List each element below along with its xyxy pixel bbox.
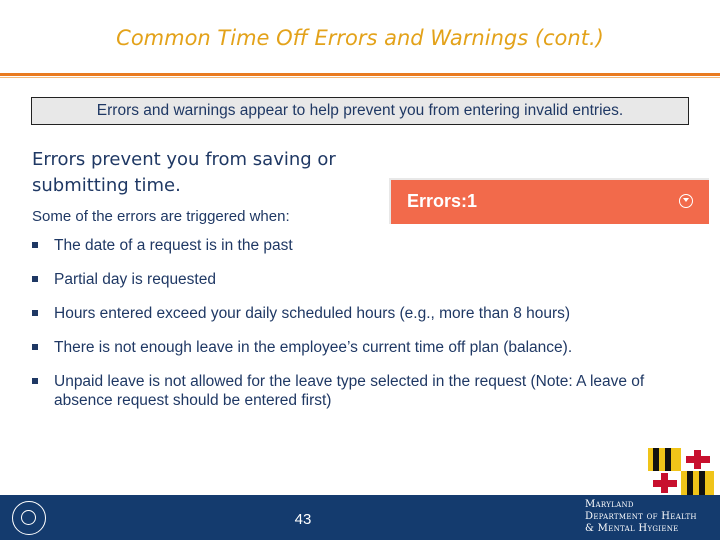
- org-name: [585, 499, 715, 535]
- maryland-flag-logo: [648, 448, 714, 495]
- org-name-line: Department of Health: [585, 511, 697, 522]
- bullet-square-icon: [32, 378, 38, 384]
- errors-heading: Errors prevent you from saving or submitting time.: [32, 149, 336, 196]
- list-item: [32, 304, 682, 323]
- seal-icon: [12, 501, 46, 535]
- bullet-square-icon: [32, 344, 38, 350]
- list-item: [32, 236, 682, 255]
- intro-callout: Errors and warnings appear to help prevent you from entering invalid entries.: [31, 97, 689, 125]
- title-divider: [0, 73, 720, 76]
- list-item-text: Unpaid leave is not allowed for the leave type selected in the request (Note: A leave of absence request should be entered first): [54, 373, 645, 409]
- org-name-line: & Mental Hygiene: [585, 523, 679, 534]
- errors-banner-screenshot: [389, 178, 709, 224]
- list-item: [32, 338, 682, 357]
- bullet-square-icon: [32, 242, 38, 248]
- list-item: [32, 372, 682, 410]
- slide-title: Common Time Off Errors and Warnings (cont.): [116, 26, 604, 50]
- title-divider-thin: [0, 77, 720, 78]
- error-trigger-list: [32, 236, 682, 425]
- page-number: 43: [294, 511, 312, 528]
- bullet-square-icon: [32, 276, 38, 282]
- footer-bar: [0, 495, 720, 540]
- list-item: [32, 270, 682, 289]
- errors-subheading: Some of the errors are triggered when:: [32, 208, 290, 225]
- seal-inner-ring: [21, 510, 36, 525]
- org-name-line: Maryland: [585, 499, 634, 510]
- chevron-down-circle-icon: [679, 194, 693, 208]
- list-item-text: The date of a request is in the past: [54, 237, 293, 254]
- bullet-square-icon: [32, 310, 38, 316]
- list-item-text: Hours entered exceed your daily scheduled hours (e.g., more than 8 hours): [54, 305, 571, 322]
- list-item-text: There is not enough leave in the employee’s current time off plan (balance).: [54, 339, 573, 356]
- errors-banner-label: Errors:1: [407, 191, 478, 211]
- list-item-text: Partial day is requested: [54, 271, 216, 288]
